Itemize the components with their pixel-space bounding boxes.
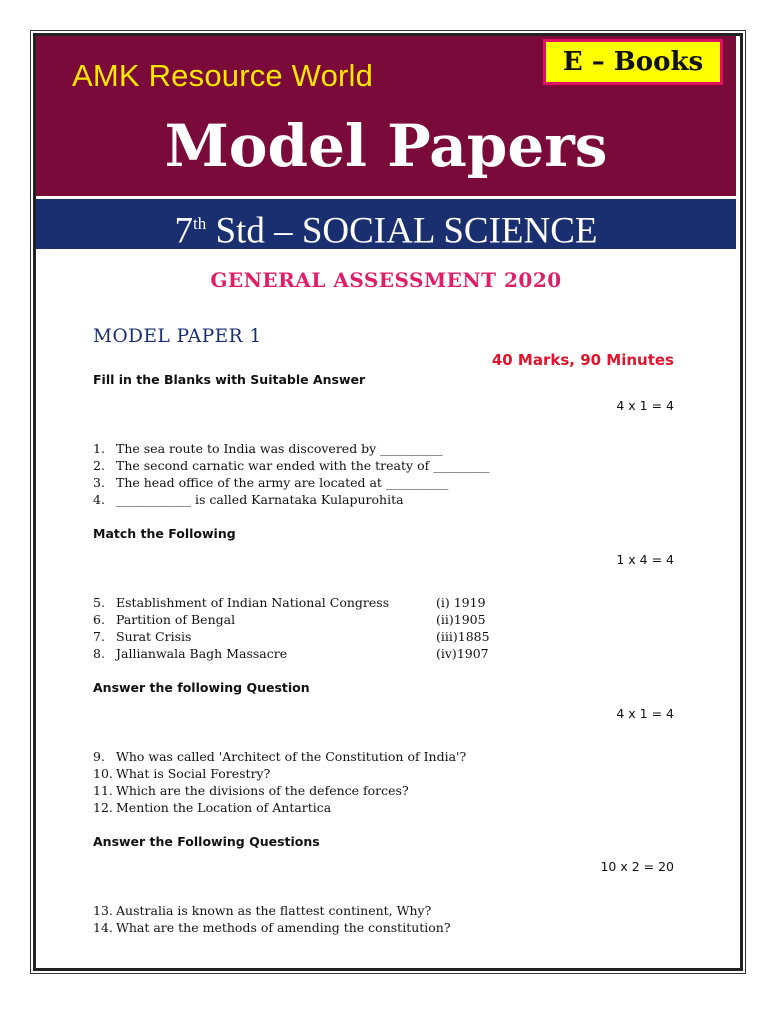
question-number: 14. bbox=[93, 920, 113, 935]
section-score: 1 x 4 = 4 bbox=[616, 552, 674, 567]
question-number: 9. bbox=[93, 749, 105, 764]
match-option: (iv)1907 bbox=[436, 646, 489, 661]
question-text: ____________ is called Karnataka Kulapurohita bbox=[116, 492, 404, 507]
std-number: 7 bbox=[174, 210, 193, 252]
question-text: Mention the Location of Antartica bbox=[116, 800, 332, 815]
section-score: 4 x 1 = 4 bbox=[616, 706, 674, 721]
question bbox=[93, 749, 466, 764]
question bbox=[93, 903, 431, 918]
question-number: 6. bbox=[93, 612, 105, 627]
subject-banner bbox=[36, 199, 736, 252]
question-number: 8. bbox=[93, 646, 105, 661]
match-option: (ii)1905 bbox=[436, 612, 486, 627]
question-text: Establishment of Indian National Congress bbox=[116, 595, 390, 610]
section-heading: Answer the Following Questions bbox=[93, 834, 320, 849]
question-number: 12. bbox=[93, 800, 113, 815]
question-number: 10. bbox=[93, 766, 113, 781]
brand-name: AMK Resource World bbox=[72, 58, 374, 93]
question-text: The sea route to India was discovered by __________ bbox=[116, 441, 443, 456]
question bbox=[93, 441, 443, 456]
question-text: Which are the divisions of the defence forces? bbox=[116, 783, 409, 798]
question bbox=[93, 458, 489, 473]
question-text: Who was called 'Architect of the Constitution of India'? bbox=[116, 749, 467, 764]
question bbox=[93, 646, 287, 661]
question-number: 11. bbox=[93, 783, 113, 798]
question-text: Jallianwala Bagh Massacre bbox=[116, 646, 288, 661]
section-heading: Match the Following bbox=[93, 526, 236, 541]
question-number: 2. bbox=[93, 458, 105, 473]
question-text: What is Social Forestry? bbox=[116, 766, 271, 781]
question-text: What are the methods of amending the constitution? bbox=[116, 920, 451, 935]
question-text: The head office of the army are located at __________ bbox=[116, 475, 449, 490]
question bbox=[93, 629, 191, 644]
question-number: 13. bbox=[93, 903, 113, 918]
question-number: 4. bbox=[93, 492, 105, 507]
section-heading: Answer the following Question bbox=[93, 680, 310, 695]
page-title: Model Papers bbox=[164, 112, 608, 180]
section-score: 10 x 2 = 20 bbox=[600, 859, 674, 874]
question bbox=[93, 595, 389, 610]
model-paper-title: MODEL PAPER 1 bbox=[93, 326, 262, 347]
question bbox=[93, 766, 270, 781]
match-option: (i) 1919 bbox=[436, 595, 486, 610]
question-text: Australia is known as the flattest continent, Why? bbox=[116, 903, 432, 918]
subject-title: Std – SOCIAL SCIENCE bbox=[206, 210, 598, 252]
question-number: 5. bbox=[93, 595, 105, 610]
question bbox=[93, 800, 331, 815]
std-suffix: th bbox=[192, 214, 207, 233]
question-number: 1. bbox=[93, 441, 105, 456]
question-text: The second carnatic war ended with the treaty of _________ bbox=[116, 458, 490, 473]
question-number: 3. bbox=[93, 475, 105, 490]
assessment-heading: GENERAL ASSESSMENT 2020 bbox=[210, 268, 562, 292]
section-heading: Fill in the Blanks with Suitable Answer bbox=[93, 372, 366, 387]
question bbox=[93, 612, 235, 627]
ebooks-badge: E – Books bbox=[543, 39, 723, 85]
question bbox=[93, 492, 404, 507]
question bbox=[93, 783, 409, 798]
match-option: (iii)1885 bbox=[436, 629, 490, 644]
question-text: Partition of Bengal bbox=[116, 612, 236, 627]
question-text: Surat Crisis bbox=[116, 629, 192, 644]
question bbox=[93, 920, 451, 935]
question bbox=[93, 475, 448, 490]
question-number: 7. bbox=[93, 629, 105, 644]
section-score: 4 x 1 = 4 bbox=[616, 398, 674, 413]
marks-time: 40 Marks, 90 Minutes bbox=[491, 351, 674, 369]
